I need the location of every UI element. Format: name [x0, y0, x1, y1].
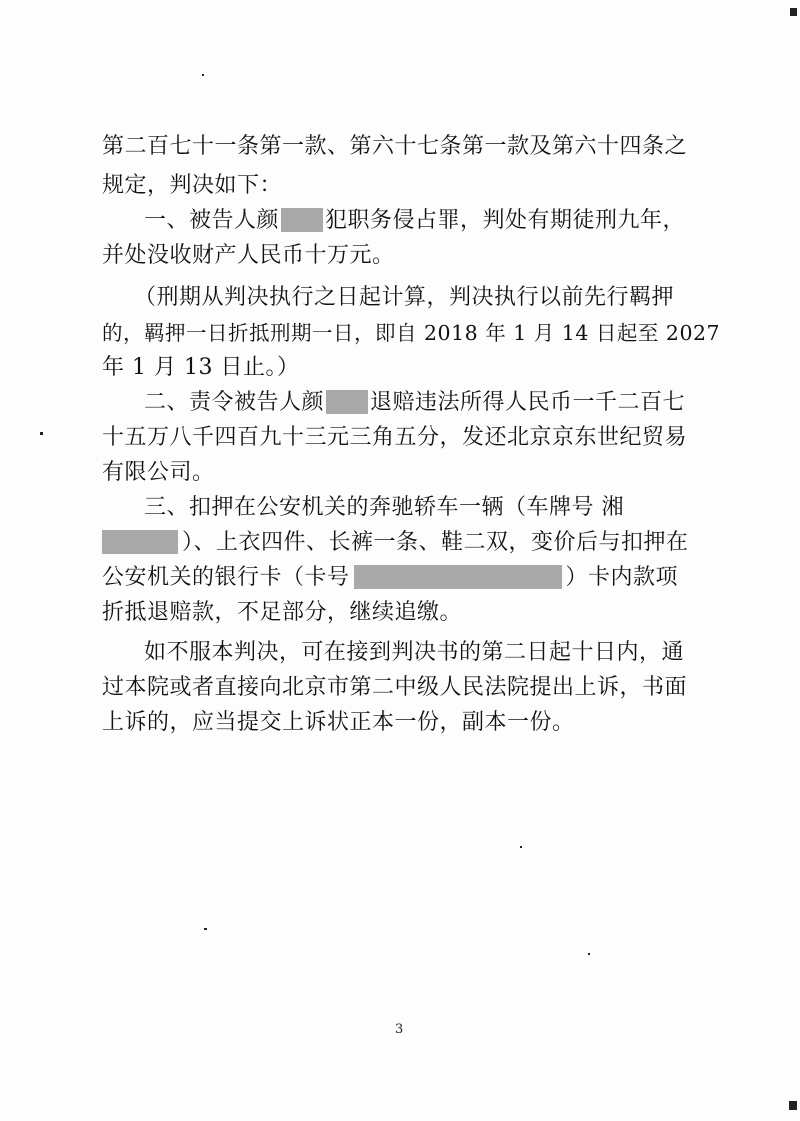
scan-speck [789, 1101, 797, 1110]
text-line [102, 458, 662, 488]
redaction-block [326, 390, 368, 414]
text-line [102, 353, 662, 383]
page-number: 3 [395, 1022, 404, 1037]
text-line-content: 并处没收财产人民币十万元。 [102, 243, 395, 268]
redaction-block [354, 565, 562, 589]
text-line-content: 三、扣押在公安机关的奔驰轿车一辆（车牌号 湘 [144, 495, 624, 520]
text-line [134, 283, 694, 313]
text-line [102, 241, 662, 271]
text-line-content: 一、被告人颜 [144, 208, 280, 233]
text-line-content: 过本院或者直接向北京市第二中级人民法院提出上诉，书面 [102, 675, 688, 700]
text-line-content: （刑期从判决执行之日起计算，判决执行以前先行羁押 [134, 285, 675, 310]
scan-speck [588, 953, 590, 955]
text-line [144, 493, 704, 523]
text-line [102, 563, 679, 593]
text-line [144, 388, 704, 418]
text-line [102, 318, 721, 348]
text-line [102, 528, 689, 558]
text-line-content: 折抵退赔款，不足部分，继续追缴。 [102, 600, 463, 625]
text-line [102, 423, 688, 453]
text-line-content: 上诉的，应当提交上诉状正本一份，副本一份。 [102, 710, 575, 735]
text-line-content: 的，羁押一日折抵刑期一日，即自 2018 年 1 月 14 日起至 2027 [102, 321, 721, 345]
text-line [102, 132, 688, 162]
text-line-content: 规定，判决如下： [102, 173, 283, 198]
text-line [102, 673, 688, 703]
text-line [102, 708, 662, 738]
text-line-content: 有限公司。 [102, 460, 215, 485]
text-line [102, 598, 662, 628]
scan-speck [202, 74, 204, 76]
scan-speck [40, 432, 43, 435]
redaction-block [281, 208, 323, 232]
scan-speck [204, 928, 207, 930]
text-line-content: 十五万八千四百九十三元三角五分，发还北京京东世纪贸易 [102, 425, 688, 450]
text-line-content: 年 1 月 13 日止。） [102, 355, 300, 380]
text-line-content: 犯职务侵占罪，判处有期徒刑九年， [325, 208, 686, 233]
text-line-content: 退赔违法所得人民币一千二百七 [370, 390, 686, 415]
text-line-content: 第二百七十一条第一款、第六十七条第一款及第六十四条之 [102, 134, 688, 159]
scan-speck [520, 846, 522, 848]
text-line-content: 二、责令被告人颜 [144, 390, 325, 415]
text-line-content: ）卡内款项 [565, 565, 679, 590]
text-line [102, 171, 662, 201]
text-line [144, 638, 704, 668]
redaction-block [102, 530, 178, 554]
text-line-content: 公安机关的银行卡（卡号 [102, 565, 350, 590]
text-line [144, 206, 704, 236]
scan-speck [790, 8, 797, 16]
text-line-content: 如不服本判决，可在接到判决书的第二日起十日内，通 [144, 640, 685, 665]
text-line-content: ）、上衣四件、长裤一条、鞋二双，变价后与扣押在 [182, 530, 689, 555]
